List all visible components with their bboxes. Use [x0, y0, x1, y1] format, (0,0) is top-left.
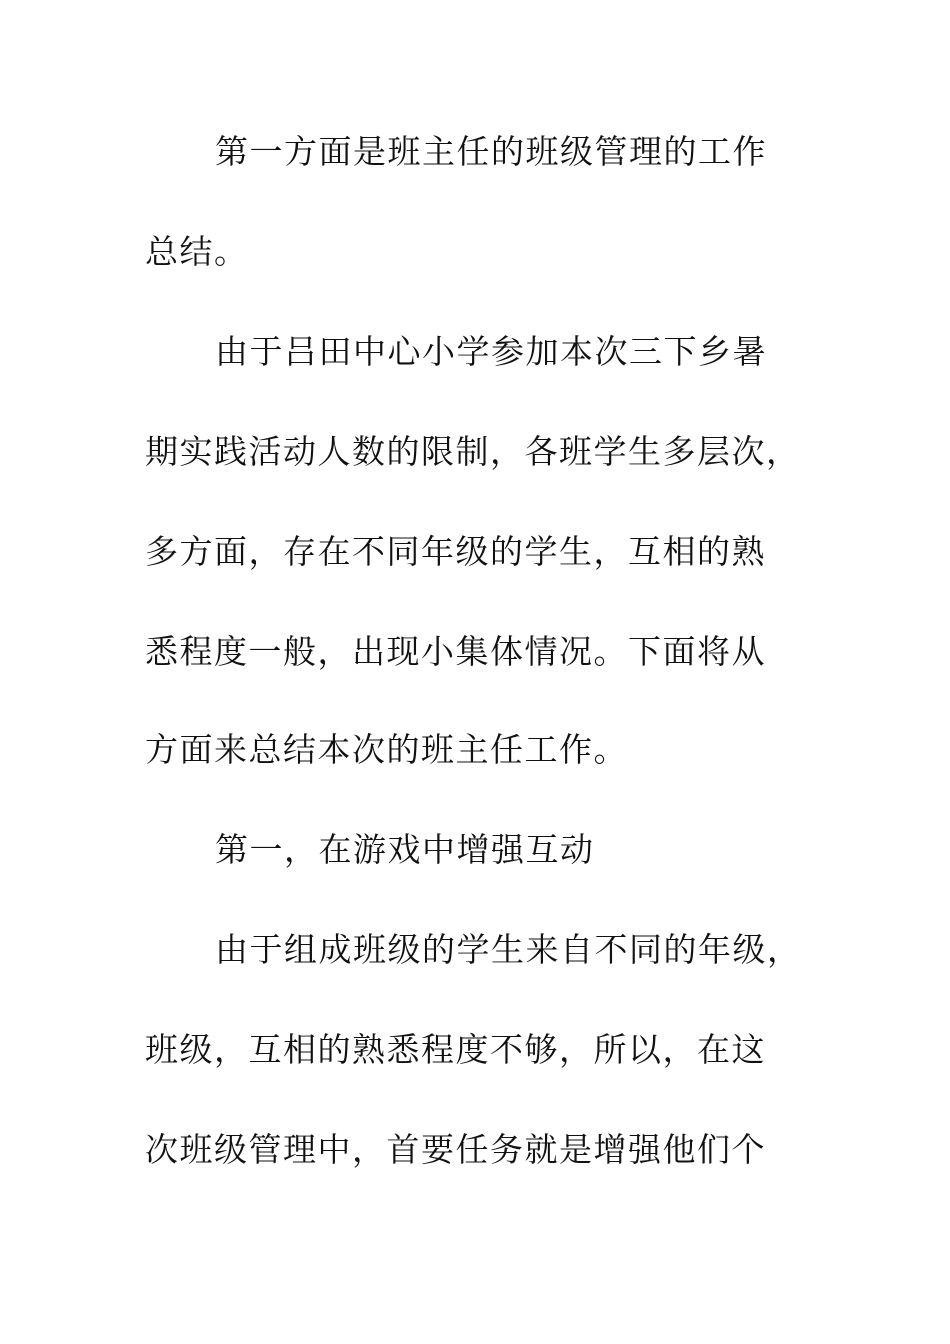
paragraph-2-line-4: 悉程度一般，出现小集体情况。下面将从: [145, 632, 766, 671]
paragraph-1-line-1: 第一方面是班主任的班级管理的工作: [215, 132, 767, 171]
paragraph-3-line-2: 班级，互相的熟悉程度不够，所以，在这: [145, 1030, 766, 1069]
paragraph-3-line-3: 次班级管理中，首要任务就是增强他们个: [145, 1130, 766, 1169]
paragraph-3-line-1: 由于组成班级的学生来自不同的年级，: [215, 930, 802, 969]
paragraph-1-line-2: 总结。: [145, 232, 249, 271]
paragraph-2-line-1: 由于吕田中心小学参加本次三下乡暑: [215, 332, 767, 371]
paragraph-2-line-3: 多方面，存在不同年级的学生，互相的熟: [145, 532, 766, 571]
paragraph-2-line-5: 方面来总结本次的班主任工作。: [145, 730, 628, 769]
section-heading: 第一，在游戏中增强互动: [215, 830, 595, 869]
paragraph-2-line-2: 期实践活动人数的限制，各班学生多层次，: [145, 432, 801, 471]
